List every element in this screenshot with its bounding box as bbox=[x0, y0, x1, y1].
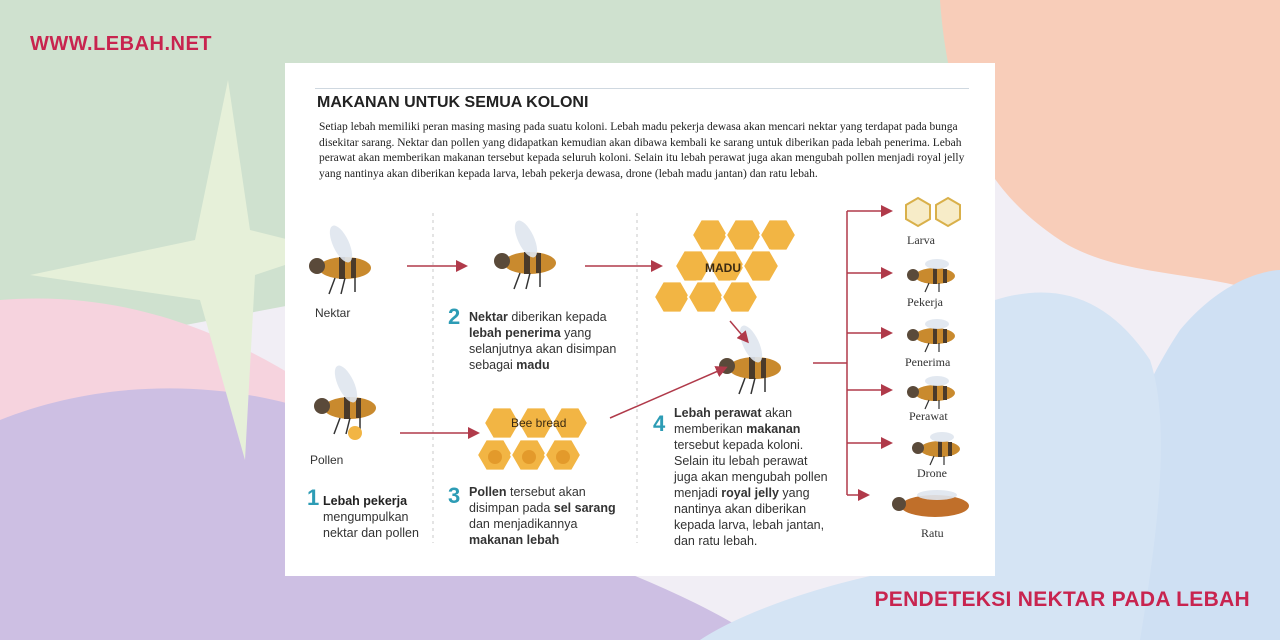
perawat-bee-icon bbox=[907, 376, 955, 409]
footer-title: PENDETEKSI NEKTAR PADA LEBAH bbox=[874, 588, 1250, 611]
bee-nektar-icon bbox=[309, 222, 371, 294]
recipient-drone-label: Drone bbox=[917, 466, 947, 480]
step-4-number: 4 bbox=[653, 411, 666, 436]
nurse-bee-icon bbox=[719, 322, 781, 394]
bee-receiver-icon bbox=[494, 217, 556, 289]
step-3-text: Pollen tersebut akan disimpan pada sel sarang dan menjadikannya makanan lebah bbox=[469, 485, 616, 547]
pollen-label: Pollen bbox=[310, 453, 344, 467]
infographic-card bbox=[285, 63, 995, 576]
recipient-perawat-label: Perawat bbox=[909, 409, 948, 423]
intro-paragraph: Setiap lebah memiliki peran masing masing pada suatu koloni. Lebah madu pekerja dewasa akan mencari nektar yang terdapat pada bunga disekitar sarang. Nektar dan pollen yang didapatkan kemudian akan dibawa kembali ke sarang untuk diberikan pada lebah penerima. Lebah perawat akan memberikan makanan tersebut kepada seluruh koloni. Selain itu lebah perawat juga akan mengubah pollen menjadi royal jelly yang nantinya akan diberikan kepada larva, lebah pekerja dewasa, drone (lebah madu jantan) dan ratu lebah. bbox=[319, 121, 965, 180]
site-name[interactable]: WWW.LEBAH.NET bbox=[30, 33, 213, 55]
bee-bread-label: Bee bread bbox=[511, 416, 567, 430]
step-1-number: 1 bbox=[307, 485, 320, 510]
drone-bee-icon bbox=[912, 432, 960, 465]
step-2-text: Nektar diberikan kepada lebah penerima yang selanjutnya akan disimpan sebagai madu bbox=[469, 310, 617, 372]
recipient-larva-label: Larva bbox=[907, 233, 935, 247]
larva-icon bbox=[906, 198, 960, 226]
nektar-label: Nektar bbox=[315, 306, 351, 320]
step-3-number: 3 bbox=[448, 483, 461, 508]
penerima-bee-icon bbox=[907, 319, 955, 352]
infographic-title: MAKANAN UNTUK SEMUA KOLONI bbox=[317, 94, 589, 111]
pekerja-bee-icon bbox=[907, 259, 955, 292]
recipient-ratu-label: Ratu bbox=[921, 526, 944, 540]
step-4-text: Lebah perawat akan memberikan makanan tersebut kepada koloni. Selain itu lebah perawat juga akan mengubah pollen menjadi royal jelly yang nantinya akan diberikan kepada larva, lebah jantan, dan ratu lebah. bbox=[674, 406, 828, 548]
step-1-text: Lebah pekerja mengumpulkan nektar dan pollen bbox=[323, 494, 419, 540]
bee-pollen-icon bbox=[314, 362, 376, 434]
recipient-pekerja-label: Pekerja bbox=[907, 295, 943, 309]
ratu-bee-icon bbox=[892, 490, 969, 517]
recipient-penerima-label: Penerima bbox=[905, 355, 951, 369]
madu-label: MADU bbox=[705, 261, 741, 275]
step-2-number: 2 bbox=[448, 304, 461, 329]
